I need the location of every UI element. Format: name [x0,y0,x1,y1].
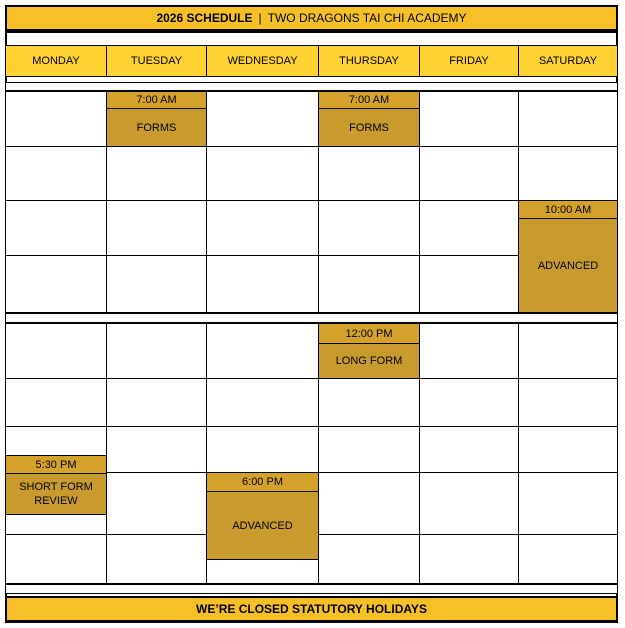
cell [206,323,319,379]
cell [518,146,618,201]
cell [206,200,319,256]
cell [106,426,207,473]
cell [419,146,519,201]
cell [106,534,207,584]
session-time[interactable]: 12:00 PM [318,323,420,344]
cell [5,378,107,427]
session-time[interactable]: 5:30 PM [5,455,107,474]
cell [106,323,207,379]
cell [5,91,107,147]
cell [5,514,107,535]
cell [318,200,420,256]
cell [106,472,207,535]
cell [5,146,107,201]
session-time[interactable]: 7:00 AM [106,91,207,109]
session-time[interactable]: 10:00 AM [518,200,618,219]
cell [106,200,207,256]
cell [518,472,618,535]
cell [206,146,319,201]
session-block[interactable]: ADVANCED [206,491,319,560]
session-block[interactable]: ADVANCED [518,218,618,313]
session-block[interactable]: FORMS [318,108,420,147]
title-separator: | [258,11,262,25]
day-header-friday: FRIDAY [419,45,519,77]
day-header-saturday: SATURDAY [518,45,618,77]
day-header-monday: MONDAY [5,45,107,77]
cell [5,323,107,379]
schedule-title-bar [5,5,618,31]
evening-divider [5,584,618,594]
morning-divider [5,82,618,91]
cell [419,472,519,535]
session-time[interactable]: 7:00 AM [318,91,420,109]
cell [419,534,519,584]
cell [5,534,107,584]
cell [518,426,618,473]
cell [419,91,519,147]
cell [318,534,420,584]
cell [106,378,207,427]
session-block[interactable]: FORMS [106,108,207,147]
session-block[interactable]: LONG FORM [318,343,420,379]
cell [419,323,519,379]
day-header-thursday: THURSDAY [318,45,420,77]
cell [318,146,420,201]
cell [518,91,618,147]
cell [5,426,107,456]
cell [419,426,519,473]
schedule-title: 2026 SCHEDULE [156,11,253,25]
cell [419,200,519,256]
cell [518,323,618,379]
cell [419,255,519,313]
day-header-wednesday: WEDNESDAY [206,45,319,77]
cell [206,559,319,584]
cell [106,146,207,201]
session-time[interactable]: 6:00 PM [206,472,319,492]
session-block[interactable]: SHORT FORM REVIEW [5,473,107,515]
cell [206,91,319,147]
academy-name: TWO DRAGONS TAI CHI ACADEMY [267,11,467,25]
cell [518,534,618,584]
cell [206,378,319,427]
cell [518,378,618,427]
cell [318,255,420,313]
cell [318,472,420,535]
cell [419,378,519,427]
midday-divider [5,313,618,323]
cell [106,255,207,313]
cell [318,426,420,473]
holiday-notice: WE’RE CLOSED STATUTORY HOLIDAYS [5,596,618,622]
cell [206,255,319,313]
cell [5,255,107,313]
day-header-tuesday: TUESDAY [106,45,207,77]
cell [318,378,420,427]
cell [5,200,107,256]
cell [206,426,319,473]
